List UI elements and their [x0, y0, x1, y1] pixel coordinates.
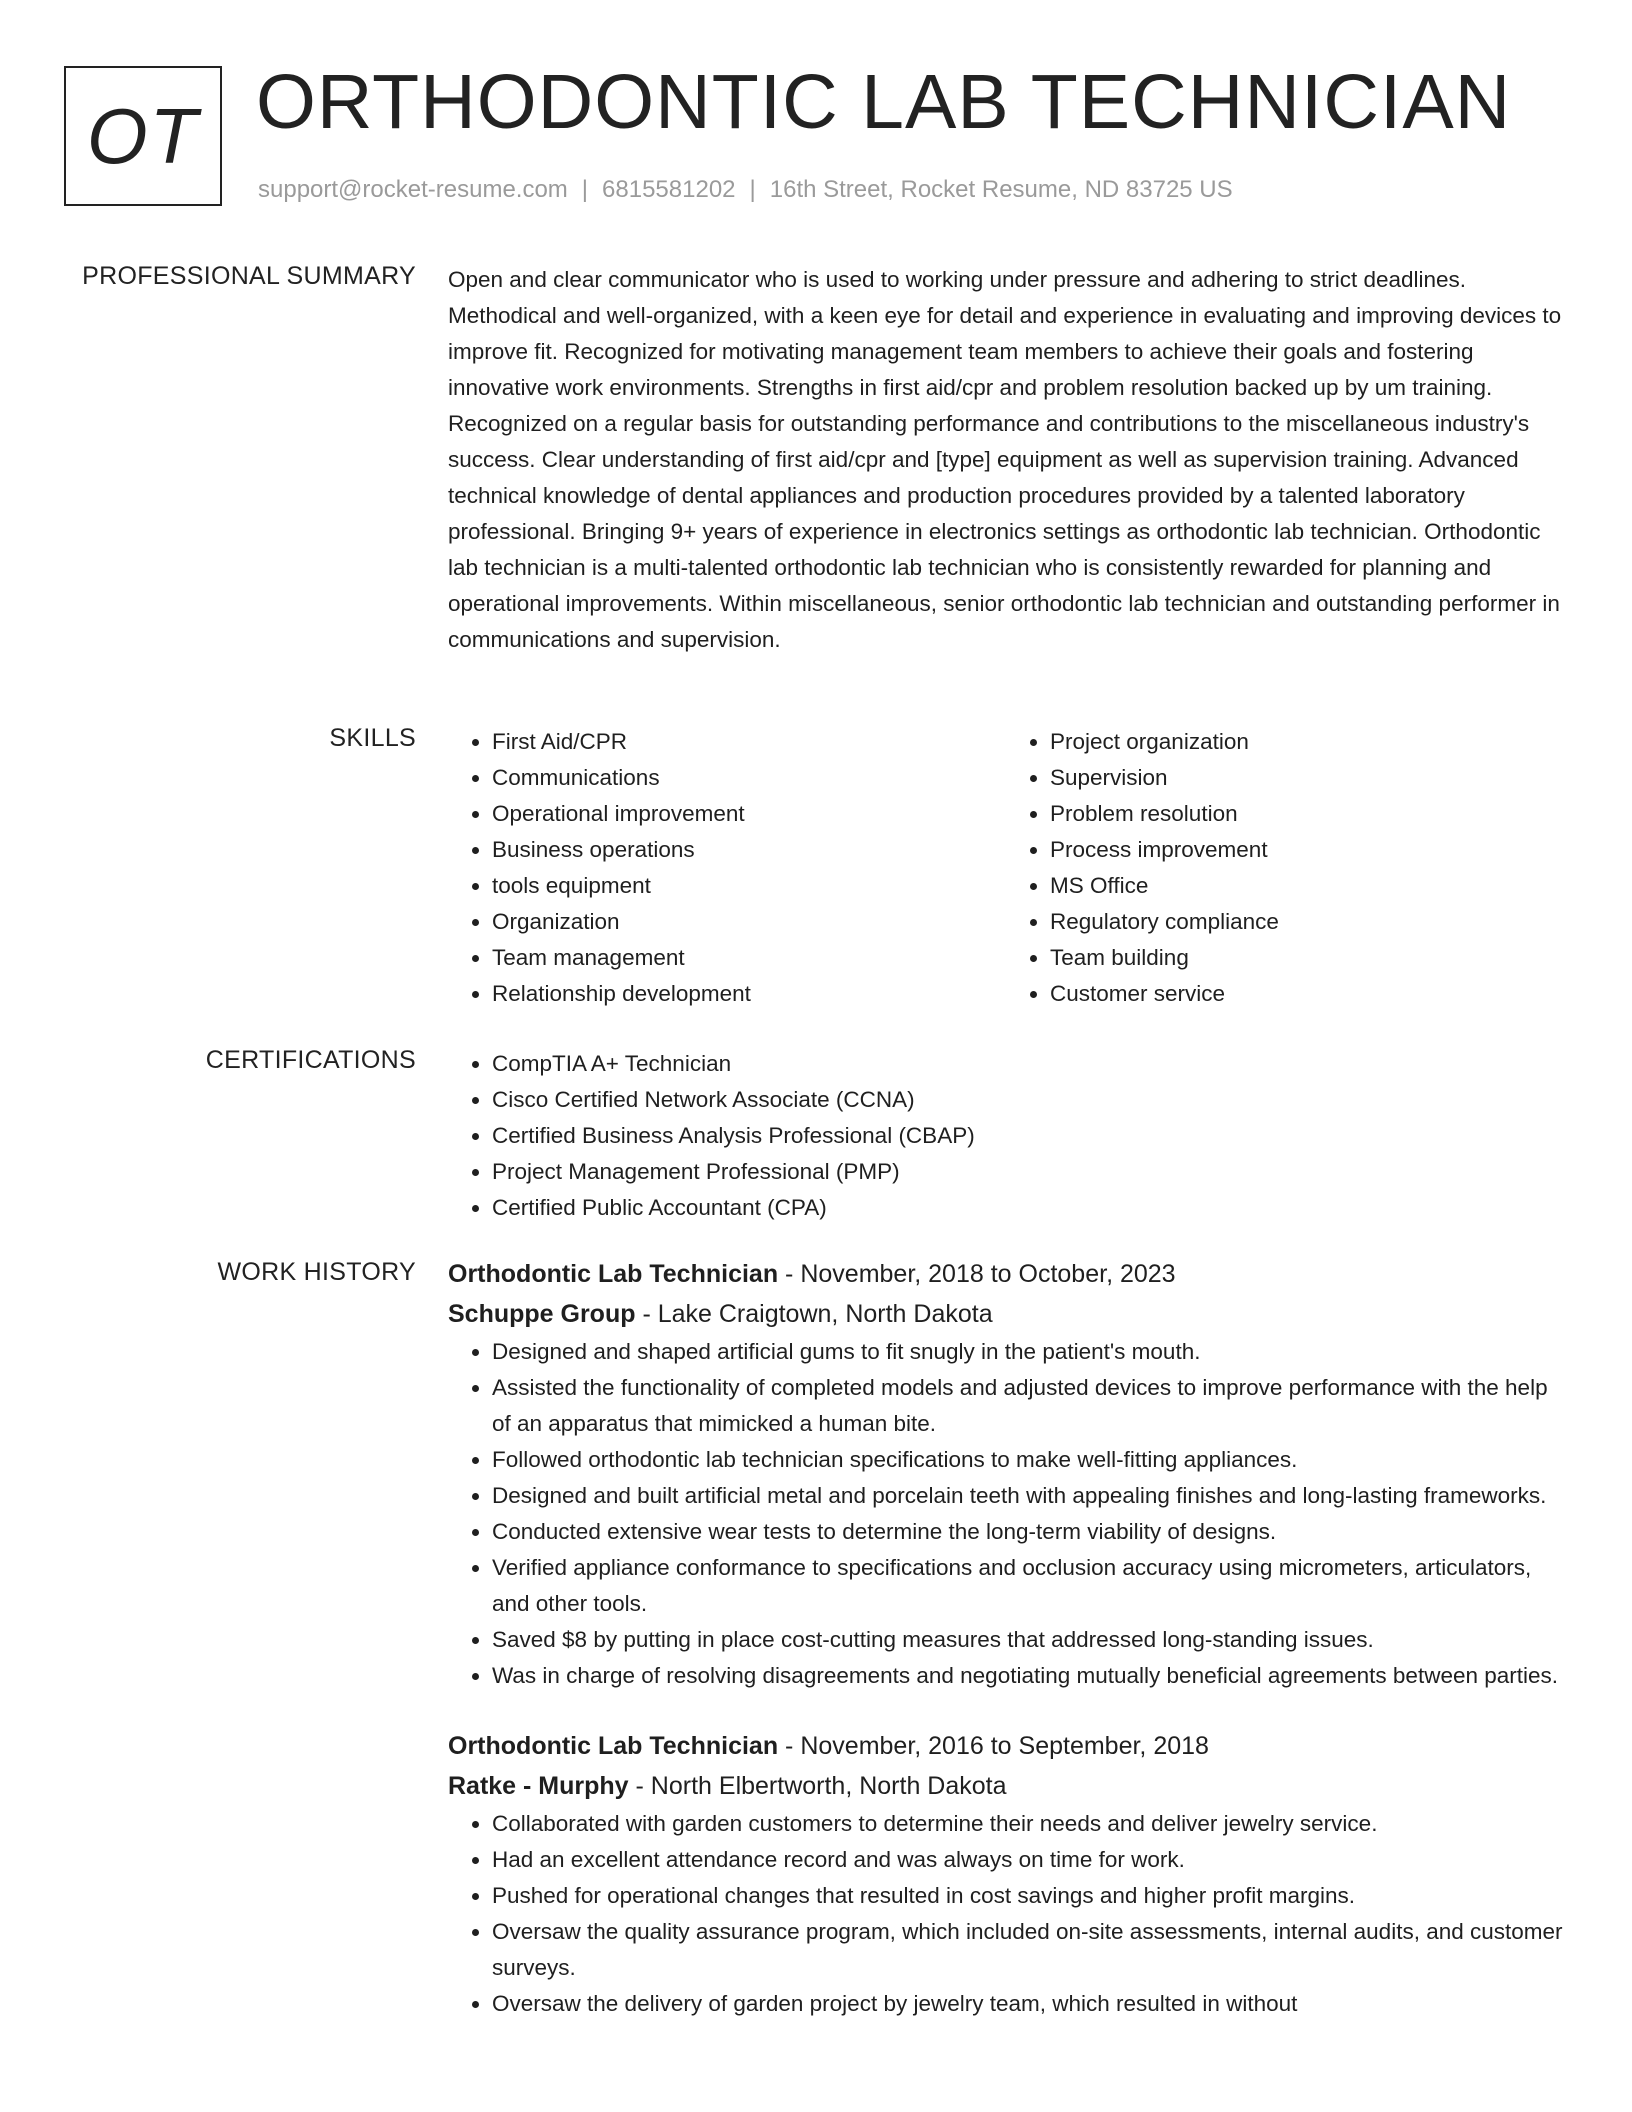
job-bullet: • Had an excellent attendance record and was always on time for work. [492, 1842, 1564, 1878]
job-title-line [448, 1254, 1564, 1294]
job-location: - North Elbertworth, North Dakota [628, 1772, 1007, 1800]
job-entry [448, 1254, 1564, 1694]
skill-item: • Regulatory compliance [1050, 904, 1564, 940]
job-company: Schuppe Group [448, 1300, 636, 1328]
certification-item: • Cisco Certified Network Associate (CCNA) [492, 1082, 1564, 1118]
section-label-skills: SKILLS [329, 724, 416, 752]
job-bullet: • Oversaw the quality assurance program, which included on-site assessments, internal audits, and customer surveys. [492, 1914, 1564, 1986]
skill-item: • Team building [1050, 940, 1564, 976]
summary-text: Open and clear communicator who is used to working under pressure and adhering to strict deadlines. Methodical and well-organized, with a keen eye for detail and experience in evaluating and improving devices to improve fit. Recognized for motivating management team members to achieve their goals and fostering innovative work environments. Strengths in first aid/cpr and problem resolution backed up by um training. Recognized on a regular basis for outstanding performance and contributions to the miscellaneous industry's success. Clear understanding of first aid/cpr and [type] equipment as well as supervision training. Advanced technical knowledge of dental appliances and production procedures provided by a talented laboratory professional. Bringing 9+ years of experience in electronics settings as orthodontic lab technician. Orthodontic lab technician is a multi-talented orthodontic lab technician who is consistently rewarded for planning and operational improvements. Within miscellaneous, senior orthodontic lab technician and outstanding performer in communications and supervision. [448, 267, 1562, 652]
contact-line [258, 176, 1233, 204]
resume-title: ORTHODONTIC LAB TECHNICIAN [256, 59, 1512, 145]
skill-item: • Project organization [1050, 724, 1564, 760]
contact-email[interactable]: support@rocket-resume.com [258, 176, 568, 203]
certification-item: • Certified Business Analysis Professional (CBAP) [492, 1118, 1564, 1154]
certification-item: • Project Management Professional (PMP) [492, 1154, 1564, 1190]
job-bullet: • Oversaw the delivery of garden project by jewelry team, which resulted in without [492, 1986, 1564, 2022]
skill-item: • Customer service [1050, 976, 1564, 1012]
job-bullet: • Assisted the functionality of completed models and adjusted devices to improve performance with the help of an apparatus that mimicked a human bite. [492, 1370, 1564, 1442]
job-bullet-list [448, 1806, 1564, 2022]
job-bullet: • Pushed for operational changes that resulted in cost savings and higher profit margins. [492, 1878, 1564, 1914]
job-bullet: • Conducted extensive wear tests to determine the long-term viability of designs. [492, 1514, 1564, 1550]
job-title: Orthodontic Lab Technician [448, 1732, 779, 1760]
skill-item: • Operational improvement [492, 796, 1006, 832]
monogram-text: OT [86, 91, 200, 180]
job-bullet: • Was in charge of resolving disagreements and negotiating mutually beneficial agreements between parties. [492, 1658, 1564, 1694]
job-dates: - November, 2016 to September, 2018 [778, 1732, 1209, 1760]
job-bullet: • Collaborated with garden customers to determine their needs and deliver jewelry service. [492, 1806, 1564, 1842]
certifications-list [448, 1046, 1564, 1226]
contact-phone[interactable]: 6815581202 [602, 176, 736, 203]
skill-item: • Communications [492, 760, 1006, 796]
skill-item: • Process improvement [1050, 832, 1564, 868]
contact-separator: | [581, 176, 589, 203]
skill-item: • Organization [492, 904, 1006, 940]
skill-item: • Relationship development [492, 976, 1006, 1012]
skill-item: • Supervision [1050, 760, 1564, 796]
contact-separator: | [749, 176, 756, 203]
section-label-summary: PROFESSIONAL SUMMARY [82, 262, 416, 290]
skill-item: • MS Office [1050, 868, 1564, 904]
section-label-work-history: WORK HISTORY [217, 1258, 416, 1286]
skills-columns [448, 724, 1564, 1012]
section-label-certifications: CERTIFICATIONS [205, 1046, 416, 1074]
job-company-line [448, 1766, 1564, 1806]
job-location: - Lake Craigtown, North Dakota [635, 1300, 993, 1328]
job-bullet: • Designed and built artificial metal and porcelain teeth with appealing finishes and long-lasting frameworks. [492, 1478, 1564, 1514]
job-company: Ratke - Murphy [448, 1772, 629, 1800]
job-title-line [448, 1726, 1564, 1766]
certification-item: • CompTIA A+ Technician [492, 1046, 1564, 1082]
monogram-badge [64, 66, 222, 206]
job-bullet: • Followed orthodontic lab technician specifications to make well-fitting appliances. [492, 1442, 1564, 1478]
certifications-body [448, 1046, 1564, 1226]
skill-item: • Team management [492, 940, 1006, 976]
job-bullet: • Designed and shaped artificial gums to fit snugly in the patient's mouth. [492, 1334, 1564, 1370]
work-history-body [448, 1254, 1564, 2022]
skill-item: • tools equipment [492, 868, 1006, 904]
job-company-line [448, 1294, 1564, 1334]
job-entry [448, 1726, 1564, 2022]
job-title: Orthodontic Lab Technician [448, 1260, 779, 1288]
skill-item: • Problem resolution [1050, 796, 1564, 832]
job-bullet-list [448, 1334, 1564, 1694]
job-bullet: • Saved $8 by putting in place cost-cutting measures that addressed long-standing issues. [492, 1622, 1564, 1658]
skills-list-right [1006, 724, 1564, 1012]
job-bullet: • Verified appliance conformance to specifications and occlusion accuracy using micrometers, articulators, and other tools. [492, 1550, 1564, 1622]
contact-address: 16th Street, Rocket Resume, ND 83725 US [769, 176, 1233, 203]
skills-list-left [448, 724, 1006, 1012]
skill-item: • Business operations [492, 832, 1006, 868]
job-dates: - November, 2018 to October, 2023 [778, 1260, 1176, 1288]
certification-item: • Certified Public Accountant (CPA) [492, 1190, 1564, 1226]
skill-item: • First Aid/CPR [492, 724, 1006, 760]
